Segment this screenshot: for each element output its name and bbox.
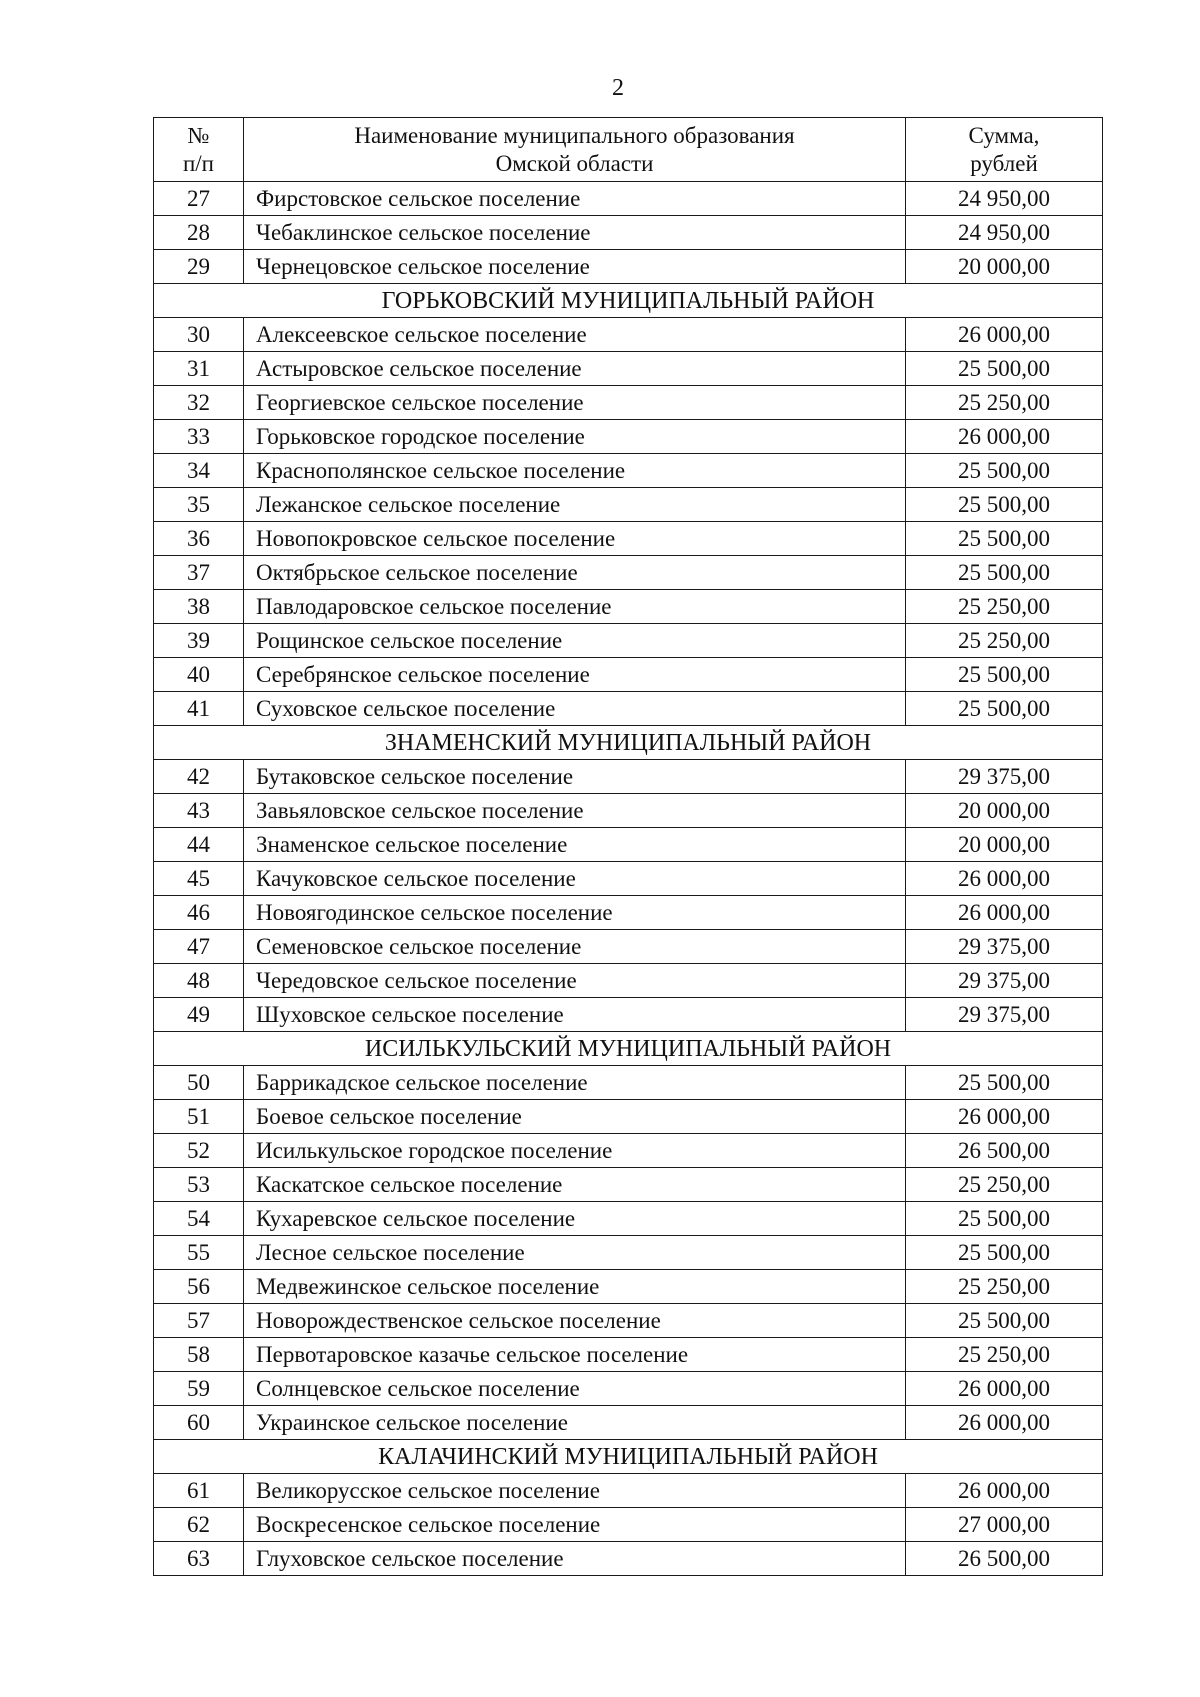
amount: 25 500,00 <box>906 692 1103 726</box>
municipality-name: Шуховское сельское поселение <box>244 998 906 1032</box>
row-number: 58 <box>154 1338 244 1372</box>
amount: 26 000,00 <box>906 318 1103 352</box>
municipality-name: Новопокровское сельское поселение <box>244 522 906 556</box>
header-amount-line: рублей <box>970 150 1038 176</box>
row-number: 55 <box>154 1236 244 1270</box>
municipality-name: Серебрянское сельское поселение <box>244 658 906 692</box>
table-row <box>154 1474 1103 1508</box>
amount: 25 500,00 <box>906 1066 1103 1100</box>
amount: 27 000,00 <box>906 1508 1103 1542</box>
amount: 26 000,00 <box>906 420 1103 454</box>
table-row <box>154 1066 1103 1100</box>
municipality-name: Первотаровское казачье сельское поселение <box>244 1338 906 1372</box>
district-name: КАЛАЧИНСКИЙ МУНИЦИПАЛЬНЫЙ РАЙОН <box>154 1440 1103 1474</box>
district-header-row <box>154 1440 1103 1474</box>
row-number: 62 <box>154 1508 244 1542</box>
amount: 26 500,00 <box>906 1542 1103 1576</box>
amount: 25 250,00 <box>906 1270 1103 1304</box>
header-number <box>154 118 244 182</box>
amount: 26 000,00 <box>906 1474 1103 1508</box>
table-row <box>154 1338 1103 1372</box>
header-number-line: № <box>187 122 210 148</box>
municipality-name: Боевое сельское поселение <box>244 1100 906 1134</box>
amount: 25 500,00 <box>906 1202 1103 1236</box>
table-row <box>154 624 1103 658</box>
table-row <box>154 250 1103 284</box>
municipality-name: Чебаклинское сельское поселение <box>244 216 906 250</box>
table-row <box>154 1542 1103 1576</box>
municipality-name: Медвежинское сельское поселение <box>244 1270 906 1304</box>
row-number: 39 <box>154 624 244 658</box>
amount: 26 000,00 <box>906 896 1103 930</box>
district-name: ЗНАМЕНСКИЙ МУНИЦИПАЛЬНЫЙ РАЙОН <box>154 726 1103 760</box>
allocation-table <box>153 117 1103 1576</box>
row-number: 56 <box>154 1270 244 1304</box>
row-number: 49 <box>154 998 244 1032</box>
municipality-name: Завьяловское сельское поселение <box>244 794 906 828</box>
amount: 29 375,00 <box>906 930 1103 964</box>
municipality-name: Суховское сельское поселение <box>244 692 906 726</box>
table-row <box>154 1168 1103 1202</box>
row-number: 36 <box>154 522 244 556</box>
amount: 25 500,00 <box>906 488 1103 522</box>
table-row <box>154 590 1103 624</box>
district-header-row <box>154 726 1103 760</box>
row-number: 35 <box>154 488 244 522</box>
table-row <box>154 692 1103 726</box>
table-row <box>154 1202 1103 1236</box>
table-row <box>154 862 1103 896</box>
row-number: 27 <box>154 182 244 216</box>
amount: 26 000,00 <box>906 862 1103 896</box>
table-row <box>154 964 1103 998</box>
municipality-name: Украинское сельское поселение <box>244 1406 906 1440</box>
row-number: 61 <box>154 1474 244 1508</box>
municipality-name: Исилькульское городское поселение <box>244 1134 906 1168</box>
amount: 25 250,00 <box>906 1168 1103 1202</box>
row-number: 60 <box>154 1406 244 1440</box>
amount: 25 500,00 <box>906 454 1103 488</box>
municipality-name: Солнцевское сельское поселение <box>244 1372 906 1406</box>
table-row <box>154 454 1103 488</box>
municipality-name: Каскатское сельское поселение <box>244 1168 906 1202</box>
table-row <box>154 658 1103 692</box>
municipality-name: Глуховское сельское поселение <box>244 1542 906 1576</box>
municipality-name: Рощинское сельское поселение <box>244 624 906 658</box>
municipality-name: Великорусское сельское поселение <box>244 1474 906 1508</box>
table-row <box>154 896 1103 930</box>
amount: 25 500,00 <box>906 1304 1103 1338</box>
amount: 20 000,00 <box>906 828 1103 862</box>
table-row <box>154 1372 1103 1406</box>
municipality-name: Баррикадское сельское поселение <box>244 1066 906 1100</box>
municipality-name: Чередовское сельское поселение <box>244 964 906 998</box>
page-number: 2 <box>612 75 624 101</box>
row-number: 41 <box>154 692 244 726</box>
municipality-name: Астыровское сельское поселение <box>244 352 906 386</box>
header-name-line: Омской области <box>495 150 654 176</box>
amount: 26 500,00 <box>906 1134 1103 1168</box>
amount: 25 500,00 <box>906 1236 1103 1270</box>
district-name: ГОРЬКОВСКИЙ МУНИЦИПАЛЬНЫЙ РАЙОН <box>154 284 1103 318</box>
row-number: 63 <box>154 1542 244 1576</box>
row-number: 46 <box>154 896 244 930</box>
municipality-name: Лежанское сельское поселение <box>244 488 906 522</box>
row-number: 33 <box>154 420 244 454</box>
municipality-name: Воскресенское сельское поселение <box>244 1508 906 1542</box>
row-number: 28 <box>154 216 244 250</box>
table-row <box>154 318 1103 352</box>
amount: 25 250,00 <box>906 386 1103 420</box>
table-row <box>154 1508 1103 1542</box>
header-amount-line: Сумма, <box>968 122 1040 148</box>
municipality-name: Новоягодинское сельское поселение <box>244 896 906 930</box>
table-row <box>154 386 1103 420</box>
amount: 29 375,00 <box>906 964 1103 998</box>
amount: 20 000,00 <box>906 794 1103 828</box>
amount: 25 250,00 <box>906 624 1103 658</box>
district-header-row <box>154 284 1103 318</box>
amount: 25 500,00 <box>906 556 1103 590</box>
table-body <box>154 182 1103 1576</box>
amount: 20 000,00 <box>906 250 1103 284</box>
header-name-line: Наименование муниципального образования <box>354 122 795 148</box>
row-number: 50 <box>154 1066 244 1100</box>
header-number-line: п/п <box>182 150 214 176</box>
amount: 29 375,00 <box>906 760 1103 794</box>
row-number: 54 <box>154 1202 244 1236</box>
row-number: 31 <box>154 352 244 386</box>
table-row <box>154 522 1103 556</box>
amount: 26 000,00 <box>906 1406 1103 1440</box>
header-name <box>244 118 906 182</box>
row-number: 45 <box>154 862 244 896</box>
row-number: 37 <box>154 556 244 590</box>
row-number: 57 <box>154 1304 244 1338</box>
row-number: 51 <box>154 1100 244 1134</box>
table-row <box>154 1134 1103 1168</box>
amount: 24 950,00 <box>906 182 1103 216</box>
municipality-name: Семеновское сельское поселение <box>244 930 906 964</box>
municipality-name: Павлодаровское сельское поселение <box>244 590 906 624</box>
table-row <box>154 352 1103 386</box>
municipality-name: Новорождественское сельское поселение <box>244 1304 906 1338</box>
amount: 25 250,00 <box>906 590 1103 624</box>
table-row <box>154 488 1103 522</box>
row-number: 52 <box>154 1134 244 1168</box>
table-row <box>154 420 1103 454</box>
amount: 26 000,00 <box>906 1372 1103 1406</box>
municipality-name: Кухаревское сельское поселение <box>244 1202 906 1236</box>
municipality-name: Горьковское городское поселение <box>244 420 906 454</box>
municipality-name: Знаменское сельское поселение <box>244 828 906 862</box>
amount: 25 500,00 <box>906 658 1103 692</box>
table-row <box>154 998 1103 1032</box>
table-row <box>154 216 1103 250</box>
municipality-name: Качуковское сельское поселение <box>244 862 906 896</box>
municipality-name: Краснополянское сельское поселение <box>244 454 906 488</box>
row-number: 59 <box>154 1372 244 1406</box>
table-row <box>154 760 1103 794</box>
row-number: 29 <box>154 250 244 284</box>
row-number: 42 <box>154 760 244 794</box>
table-header-row <box>154 118 1103 182</box>
table-row <box>154 1100 1103 1134</box>
table-row <box>154 1406 1103 1440</box>
table-row <box>154 556 1103 590</box>
table-row <box>154 794 1103 828</box>
amount: 25 250,00 <box>906 1338 1103 1372</box>
amount: 25 500,00 <box>906 522 1103 556</box>
district-header-row <box>154 1032 1103 1066</box>
row-number: 38 <box>154 590 244 624</box>
municipality-name: Алексеевское сельское поселение <box>244 318 906 352</box>
amount: 26 000,00 <box>906 1100 1103 1134</box>
district-name: ИСИЛЬКУЛЬСКИЙ МУНИЦИПАЛЬНЫЙ РАЙОН <box>154 1032 1103 1066</box>
municipality-name: Чернецовское сельское поселение <box>244 250 906 284</box>
municipality-name: Георгиевское сельское поселение <box>244 386 906 420</box>
amount: 24 950,00 <box>906 216 1103 250</box>
row-number: 40 <box>154 658 244 692</box>
row-number: 43 <box>154 794 244 828</box>
amount: 29 375,00 <box>906 998 1103 1032</box>
row-number: 34 <box>154 454 244 488</box>
table-row <box>154 182 1103 216</box>
amount: 25 500,00 <box>906 352 1103 386</box>
table-row <box>154 1236 1103 1270</box>
row-number: 47 <box>154 930 244 964</box>
table-row <box>154 1270 1103 1304</box>
row-number: 30 <box>154 318 244 352</box>
table-row <box>154 930 1103 964</box>
row-number: 53 <box>154 1168 244 1202</box>
municipality-name: Фирстовское сельское поселение <box>244 182 906 216</box>
table-row <box>154 828 1103 862</box>
table-row <box>154 1304 1103 1338</box>
row-number: 48 <box>154 964 244 998</box>
row-number: 44 <box>154 828 244 862</box>
municipality-name: Октябрьское сельское поселение <box>244 556 906 590</box>
municipality-name: Лесное сельское поселение <box>244 1236 906 1270</box>
header-amount <box>906 118 1103 182</box>
row-number: 32 <box>154 386 244 420</box>
municipality-name: Бутаковское сельское поселение <box>244 760 906 794</box>
